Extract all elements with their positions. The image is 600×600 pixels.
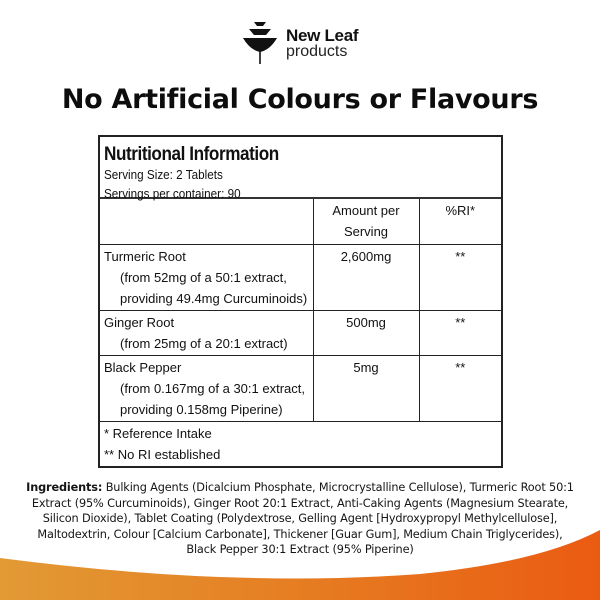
serving-size: Serving Size: 2 Tablets: [104, 167, 223, 182]
nutrition-panel: [98, 135, 503, 468]
page-headline: No Artificial Colours or Flavours: [61, 84, 539, 115]
footnote-cell: [100, 421, 501, 466]
header-cell-amount: [313, 199, 419, 244]
ingredient-name: Ginger Root: [104, 314, 175, 330]
orange-swoosh-decoration: [0, 530, 600, 600]
amount-cell: 5mg: [313, 355, 419, 421]
ingredient-detail: (from 25mg of a 20:1 extract): [120, 335, 288, 351]
ingredient-cell: [100, 310, 313, 355]
amount-cell: 2,600mg: [313, 244, 419, 310]
table-row: [100, 310, 501, 355]
brand-logo: [240, 18, 358, 68]
footnote-no-ri: ** No RI established: [104, 446, 221, 462]
leaf-tree-icon: [240, 20, 280, 66]
table-row: [100, 355, 501, 421]
header-cell-ri: %RI*: [419, 199, 501, 244]
ingredient-detail: providing 49.4mg Curcuminoids): [120, 290, 308, 306]
nutrition-table: [100, 199, 501, 466]
brand-subtitle: products: [286, 42, 348, 60]
header-amount-line1: Amount per: [332, 203, 400, 218]
ingredient-detail: (from 52mg of a 50:1 extract,: [120, 269, 287, 285]
ingredient-name: Turmeric Root: [104, 248, 186, 264]
header-amount-line2: Serving: [343, 224, 389, 239]
ingredients-label: Ingredients:: [26, 481, 103, 494]
footnote-reference-intake: * Reference Intake: [104, 425, 212, 441]
table-row: [100, 244, 501, 310]
ingredients-list: Bulking Agents (Dicalcium Phosphate, Microcrystalline Cellulose), Turmeric Root 50:1 Extract (95% Curcuminoids), Ginger Root 20:1 Extract, Anti-Caking Agents (Magnesium Stearate, Silicon Dioxide), Tablet Coating (Polydextrose, Gelling Agent [Hydroxypropyl Methylcellulose], Maltodextrin, Colour [Calcium Carbonate], Thickener [Guar Gum], Medium Chain Triglycerides), Black Pepper 30:1 Extract (95% Piperine): [31, 481, 574, 557]
nutrition-title: Nutritional Information: [104, 143, 279, 165]
ingredient-cell: [100, 244, 313, 310]
nutrition-header: [100, 137, 501, 199]
brand-name: New Leaf: [286, 25, 359, 45]
amount-cell: 500mg: [313, 310, 419, 355]
ingredient-name: Black Pepper: [104, 359, 182, 375]
servings-per-container: Servings per container: 90: [104, 186, 241, 201]
ingredient-detail: (from 0.167mg of a 30:1 extract,: [120, 380, 305, 396]
ri-cell: **: [419, 355, 501, 421]
ingredient-cell: [100, 355, 313, 421]
table-header-row: [100, 199, 501, 244]
footnote-row: [100, 421, 501, 466]
ingredient-detail: providing 0.158mg Piperine): [120, 401, 283, 417]
ri-cell: **: [419, 244, 501, 310]
ri-cell: **: [419, 310, 501, 355]
header-cell-name: [100, 199, 313, 244]
